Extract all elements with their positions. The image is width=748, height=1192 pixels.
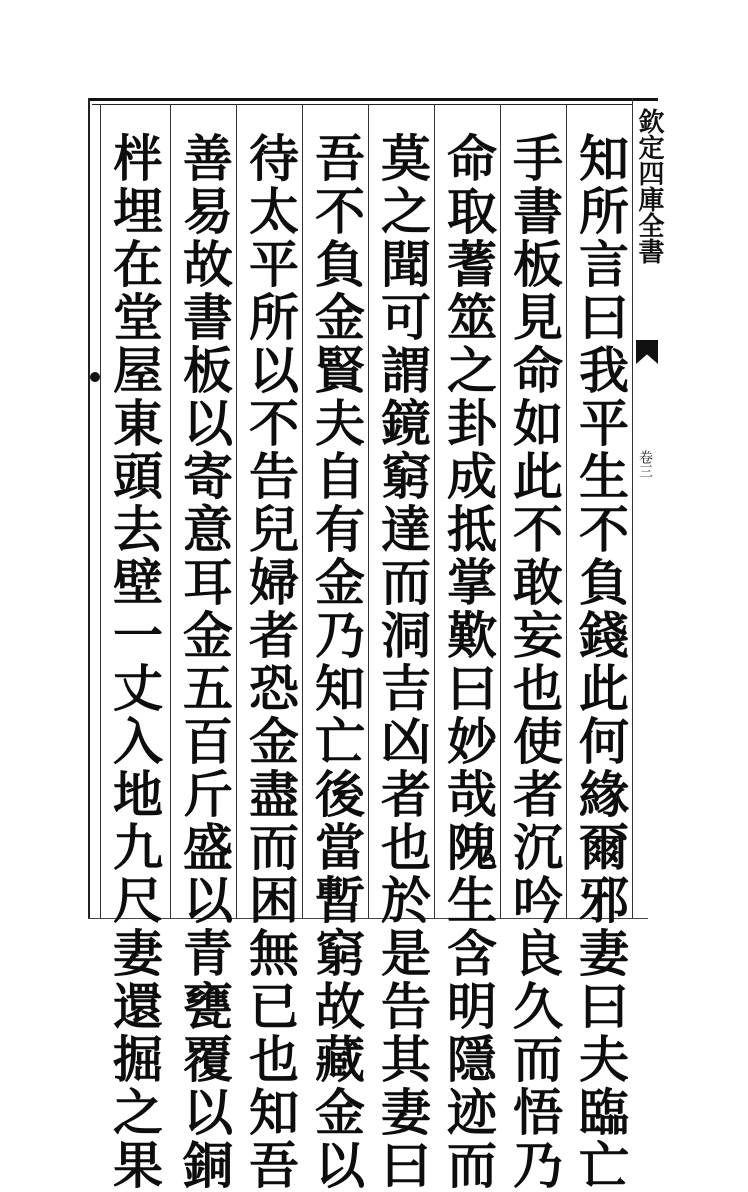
column-text: 知所言曰我平生不負錢此何緣爾邪妻曰夫臨亡: [571, 132, 630, 1192]
volume-label: 卷三: [637, 450, 653, 478]
text-column-1: [566, 104, 632, 1192]
frame-left-border: [88, 98, 90, 918]
text-column-2: [500, 104, 566, 1192]
column-text: 莫之聞可謂鏡窮達而洞吉凶者也於是告其妻曰: [373, 132, 432, 1192]
text-column-3: [434, 104, 500, 1192]
column-text: 吾不負金賢夫自有金乃知亡後當暫窮故藏金以: [307, 132, 366, 1192]
text-column-7: [170, 104, 236, 1192]
column-text: 善易故書板以寄意耳金五百斤盛以青甕覆以銅: [175, 132, 234, 1192]
punctuation-dot: [90, 372, 100, 382]
text-column-5: [302, 104, 368, 1192]
text-column-4: [368, 104, 434, 1192]
book-title: 欽定四庫全書: [634, 108, 664, 264]
text-column-6: [236, 104, 302, 1192]
column-text: 手書板見命如此不敢妄也使者沉吟良久而悟乃: [505, 132, 564, 1192]
text-column-8: [100, 104, 166, 1192]
margin-header: [632, 98, 664, 918]
column-text: 柈埋在堂屋東頭去壁一丈入地九尺妻還掘之果: [105, 132, 164, 1192]
column-text: 待太平所以不告兒婦者恐金盡而困無已也知吾: [241, 132, 300, 1192]
column-text: 命取蓍筮之卦成抵掌歎曰妙哉隗生含明隱迹而: [439, 132, 498, 1192]
frame-top-border: [88, 98, 658, 101]
